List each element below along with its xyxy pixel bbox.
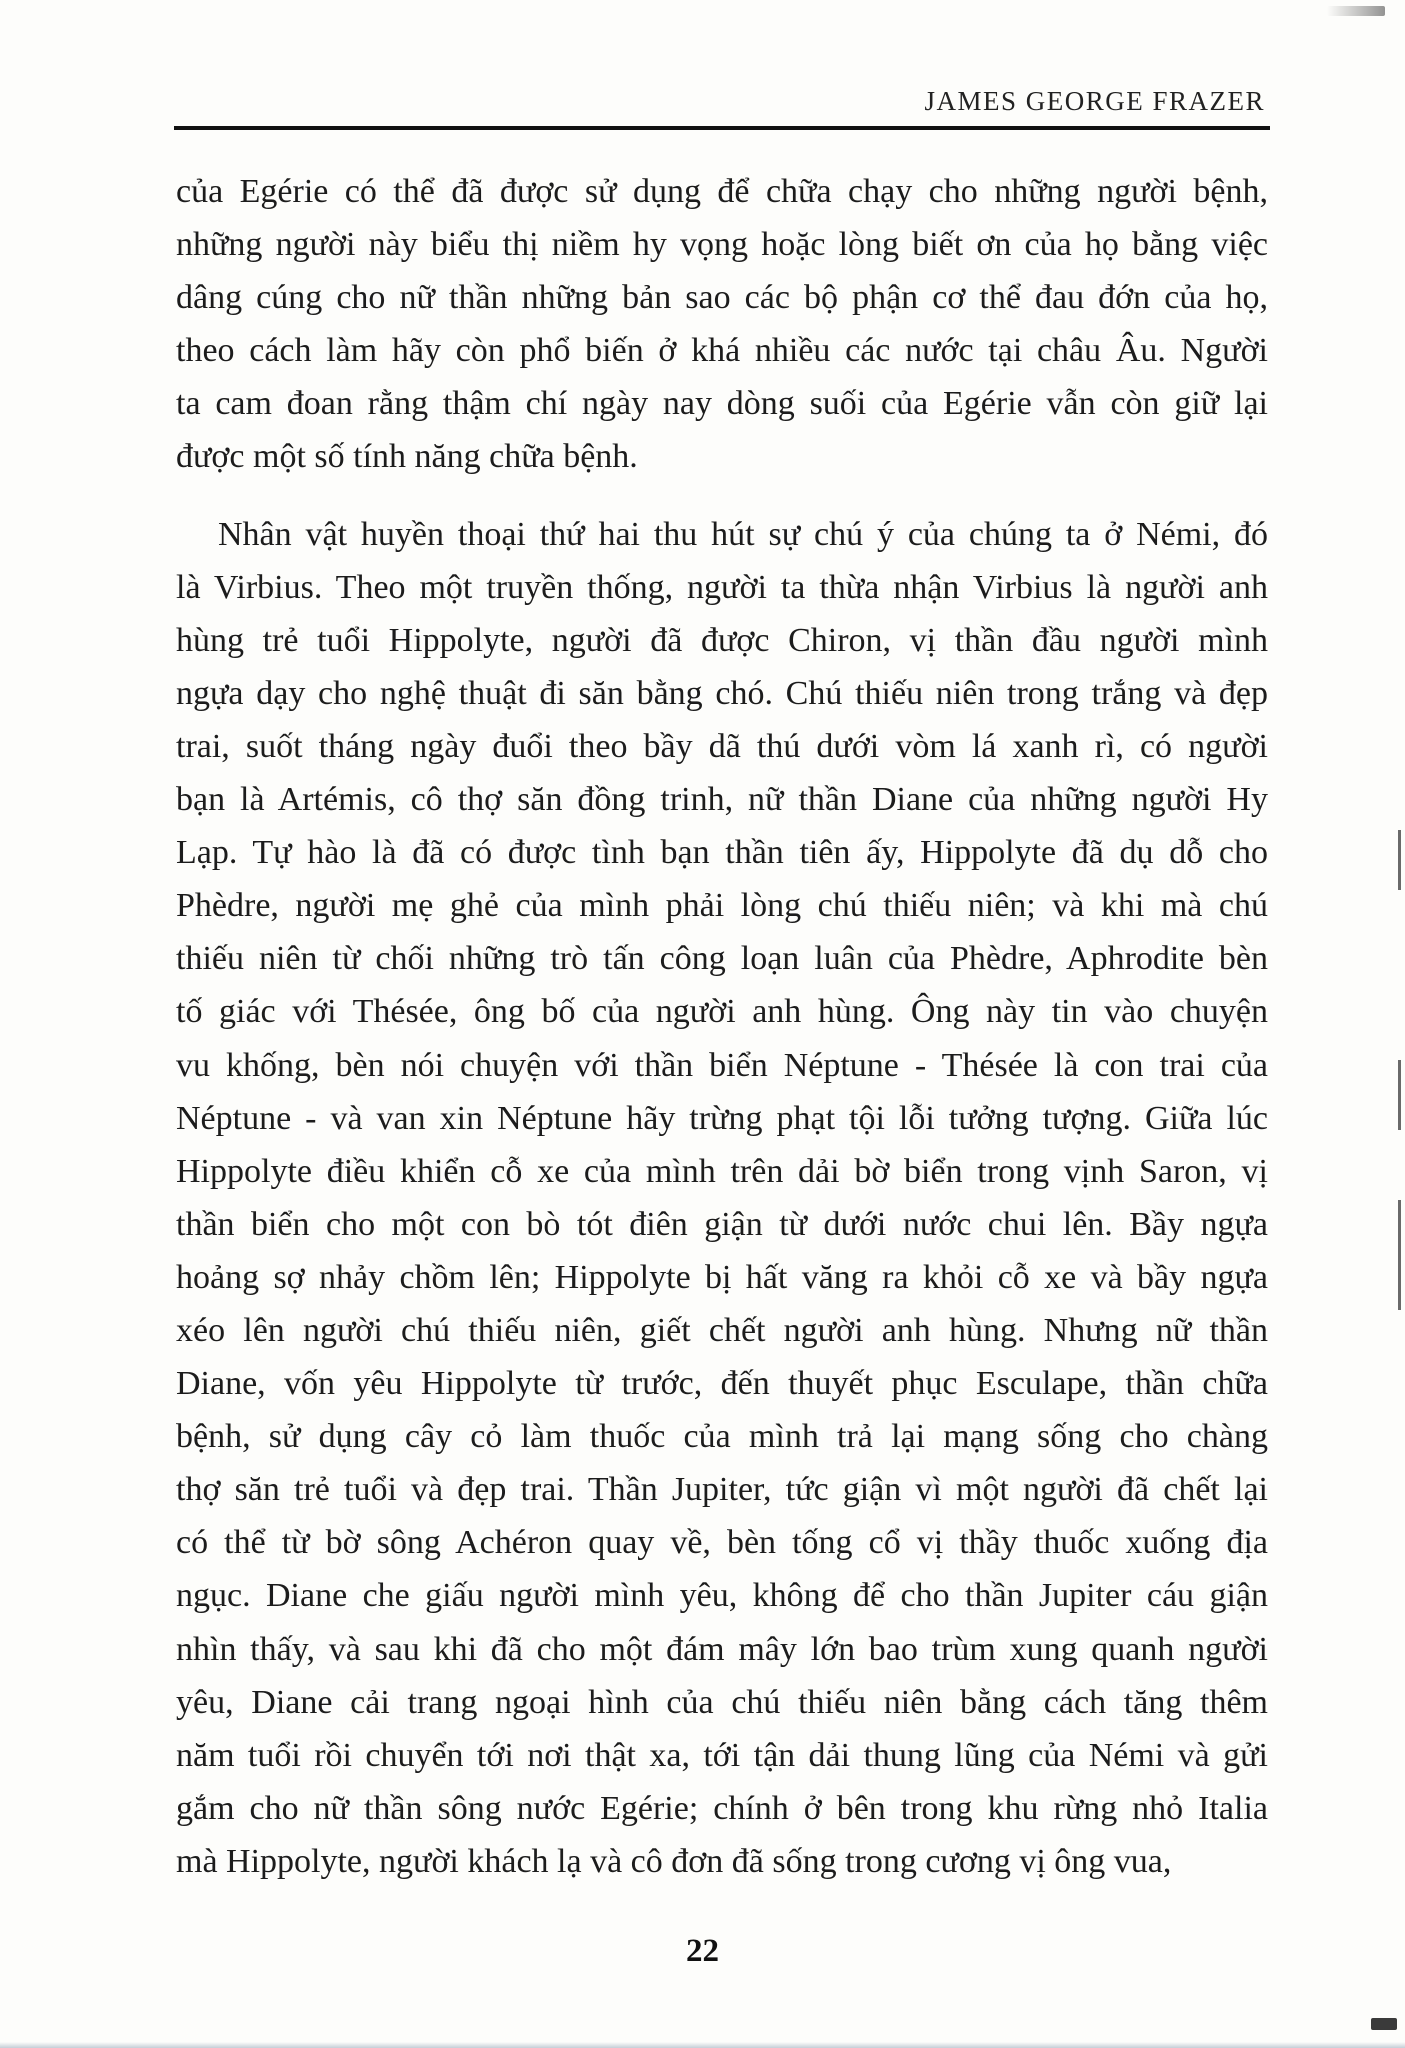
text-line: thiếu niên từ chối những trò tấn công loạn luân của Phèdre, Aphrodite bèn: [176, 940, 1268, 978]
text-line: được một số tính năng chữa bệnh.: [176, 438, 638, 476]
scan-artifact-right-3: [1398, 1200, 1401, 1310]
text-line: thợ săn trẻ tuổi và đẹp trai. Thần Jupiter, tức giận vì một người đã chết lại: [176, 1471, 1268, 1509]
body-text: [176, 165, 1268, 1888]
text-line: Néptune - và van xin Néptune hãy trừng phạt tội lỗi tưởng tượng. Giữa lúc: [176, 1099, 1268, 1137]
scan-artifact-right-2: [1398, 1060, 1401, 1130]
text-line: Diane, vốn yêu Hippolyte từ trước, đến thuyết phục Esculape, thần chữa: [176, 1365, 1268, 1403]
text-line: là Virbius. Theo một truyền thống, người ta thừa nhận Virbius là người anh: [176, 568, 1268, 606]
text-line: gắm cho nữ thần sông nước Egérie; chính ở bên trong khu rừng nhỏ Italia: [176, 1789, 1268, 1827]
text-line: của Egérie có thể đã được sử dụng để chữa chạy cho những người bệnh,: [176, 173, 1268, 210]
text-line: Hippolyte điều khiển cỗ xe của mình trên dải bờ biển trong vịnh Saron, vị: [176, 1152, 1268, 1190]
header-rule: [174, 126, 1270, 130]
paragraph: [176, 165, 1268, 484]
text-line: vu khống, bèn nói chuyện với thần biển Néptune - Thésée là con trai của: [176, 1046, 1268, 1084]
text-line: ta cam đoan rằng thậm chí ngày nay dòng suối của Egérie vẫn còn giữ lại: [176, 385, 1268, 423]
text-line: thần biển cho một con bò tót điên giận từ dưới nước chui lên. Bầy ngựa: [176, 1205, 1268, 1243]
text-line: bệnh, sử dụng cây cỏ làm thuốc của mình trả lại mạng sống cho chàng: [176, 1418, 1268, 1456]
text-line: Nhân vật huyền thoại thứ hai thu hút sự chú ý của chúng ta ở Némi, đó: [218, 515, 1268, 553]
text-line: hùng trẻ tuổi Hippolyte, người đã được Chiron, vị thần đầu người mình: [176, 621, 1268, 659]
text-line: Lạp. Tự hào là đã có được tình bạn thần tiên ấy, Hippolyte đã dụ dỗ cho: [176, 834, 1268, 872]
text-line: có thể từ bờ sông Achéron quay về, bèn tống cổ vị thầy thuốc xuống địa: [176, 1524, 1268, 1562]
scan-artifact-right-1: [1398, 830, 1401, 890]
text-line: theo cách làm hãy còn phổ biến ở khá nhiều các nước tại châu Âu. Người: [176, 332, 1268, 370]
text-line: Phèdre, người mẹ ghẻ của mình phải lòng chú thiếu niên; và khi mà chú: [176, 887, 1268, 925]
text-line: ngựa dạy cho nghệ thuật đi săn bằng chó. Chú thiếu niên trong trắng và đẹp: [176, 674, 1268, 712]
text-line: mà Hippolyte, người khách lạ và cô đơn đã sống trong cương vị ông vua,: [176, 1842, 1172, 1880]
scan-artifact-top: [1327, 6, 1385, 16]
text-line: năm tuổi rồi chuyển tới nơi thật xa, tới tận dải thung lũng của Némi và gửi: [176, 1736, 1268, 1774]
page-number: 22: [686, 1933, 719, 1969]
paragraph: [176, 508, 1268, 1888]
text-line: nhìn thấy, và sau khi đã cho một đám mây lớn bao trùm xung quanh người: [176, 1630, 1268, 1668]
text-line: trai, suốt tháng ngày đuổi theo bầy dã thú dưới vòm lá xanh rì, có người: [176, 727, 1268, 765]
text-line: dâng cúng cho nữ thần những bản sao các bộ phận cơ thể đau đớn của họ,: [176, 279, 1268, 317]
page-bottom-edge: [0, 2042, 1405, 2048]
text-line: hoảng sợ nhảy chồm lên; Hippolyte bị hất văng ra khỏi cỗ xe và bầy ngựa: [176, 1258, 1268, 1296]
text-line: những người này biểu thị niềm hy vọng hoặc lòng biết ơn của họ bằng việc: [176, 226, 1268, 264]
text-line: bạn là Artémis, cô thợ săn đồng trinh, nữ thần Diane của những người Hy: [176, 781, 1268, 819]
text-line: xéo lên người chú thiếu niên, giết chết người anh hùng. Nhưng nữ thần: [176, 1311, 1268, 1349]
text-line: ngục. Diane che giấu người mình yêu, không để cho thần Jupiter cáu giận: [176, 1577, 1268, 1615]
text-line: yêu, Diane cải trang ngoại hình của chú thiếu niên bằng cách tăng thêm: [176, 1683, 1268, 1721]
paragraph-gap: [176, 484, 1268, 508]
scan-artifact-bottom: [1371, 2018, 1397, 2030]
text-line: tố giác với Thésée, ông bố của người anh hùng. Ông này tin vào chuyện: [176, 993, 1268, 1031]
running-head: JAMES GEORGE FRAZER: [924, 86, 1265, 116]
